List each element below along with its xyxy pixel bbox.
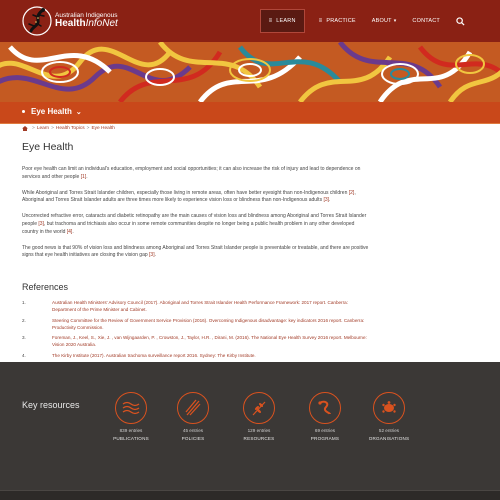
resource-policies[interactable] <box>163 392 223 441</box>
reference-link[interactable]: [3] <box>38 220 44 227</box>
resource-programs[interactable] <box>295 392 355 441</box>
logo-health: Health <box>55 18 86 30</box>
paragraph-text: Poor eye health can limit an individual's education, employment and social opportunities; it can also increase the risk of injury and lead to dependence on services and other people <box>22 166 361 180</box>
search-button[interactable] <box>448 9 472 33</box>
branch-icon <box>243 392 275 424</box>
reference-item <box>22 352 372 359</box>
resource-label: ORGANISATIONS <box>368 436 410 441</box>
reference-citation[interactable]: Foreman, J., Keel, S., Xie, J. , van Wijngaarden, P. , Crowston, J., Taylor, H.R. , Dirani, M. (2016). The National Eye Health Survey 2016 report. Melbourne: Vision 2020 Australia. <box>52 335 367 347</box>
paragraph <box>22 166 370 181</box>
reference-number: 2. <box>22 317 26 323</box>
dot-painting-art <box>0 42 500 102</box>
resource-count: 45 entries <box>182 428 204 433</box>
resource-count: 52 entries <box>378 428 400 433</box>
site-header <box>0 0 500 42</box>
lizard-logo-icon <box>22 4 52 38</box>
logo-line-1: Australian Indigenous <box>55 11 118 19</box>
reference-item <box>22 299 372 313</box>
references-heading: References <box>22 282 69 292</box>
list-icon: ≡ <box>268 18 273 24</box>
reference-number: 1. <box>22 300 26 305</box>
paragraph-text: , but trachoma and trichiasis also occur in some remote communities despite no longer being a public health problem in any other developed country in the world <box>22 220 355 235</box>
page-title: Eye Health <box>22 141 74 153</box>
home-icon[interactable] <box>22 126 28 131</box>
resource-count: 69 entries <box>314 428 336 433</box>
reference-item <box>22 334 372 348</box>
turtle-icon <box>373 392 405 424</box>
paragraph <box>22 190 370 205</box>
reference-citation[interactable]: The Kirby Institute (2017). Australian trachoma surveillance report 2016. Sydney: The Kirby Institute. <box>52 352 256 358</box>
nav-practice-label: PRACTICE <box>326 18 356 24</box>
resource-count: 129 entries <box>247 428 271 433</box>
topic-dropdown[interactable] <box>22 107 82 116</box>
reference-citation[interactable]: Australian Health Ministers' Advisory Council (2017). Aboriginal and Torres Strait Islander Health Performance Framework: 2017 report. Canberra: Department of the Prime Minister and Cabinet. <box>52 300 348 312</box>
reference-link[interactable]: [2] <box>348 189 355 196</box>
nav-learn[interactable] <box>260 9 305 33</box>
main-content <box>22 166 370 268</box>
breadcrumb <box>22 126 115 131</box>
paragraph <box>22 213 370 236</box>
nav-learn-label: LEARN <box>276 18 296 24</box>
chevron-down-icon: ▾ <box>393 18 397 24</box>
topic-bar <box>0 102 500 124</box>
spears-icon <box>177 392 209 424</box>
reference-number: 3. <box>22 335 26 340</box>
waves-icon <box>115 392 147 424</box>
logo-infonet: InfoNet <box>85 18 118 30</box>
snake-icon <box>309 392 341 424</box>
references-list <box>22 299 372 362</box>
breadcrumb-health-topics[interactable]: Health Topics <box>55 126 85 131</box>
search-icon <box>456 17 465 26</box>
nav-about[interactable] <box>364 9 405 33</box>
reference-link[interactable]: [4] <box>66 228 73 235</box>
main-nav <box>260 0 500 42</box>
key-resources-section <box>0 362 500 490</box>
key-resources-heading: Key resources <box>22 400 80 410</box>
resource-count: 839 entries <box>119 428 143 433</box>
reference-citation[interactable]: Steering Committee for the Review of Government Service Provision (2016). Overcoming Indigenous disadvantage: key indicators 2016 report. Canberra: Productivity Commission. <box>52 317 365 330</box>
nav-practice[interactable] <box>311 9 364 33</box>
footer <box>0 490 500 500</box>
paragraph-text: . <box>154 252 156 259</box>
chevron-down-icon: ⌄ <box>75 108 82 116</box>
resource-label: PUBLICATIONS <box>113 436 149 441</box>
logo-text <box>55 13 118 30</box>
paragraph-text: The good news is that 90% of vision loss and blindness among Aboriginal and Torres Strait Islander people is preventable or treatable, and there are positive signs that eye health initiatives are closing the vision gap <box>22 244 369 259</box>
site-logo[interactable] <box>22 4 172 38</box>
nav-contact-label: CONTACT <box>412 18 440 24</box>
paragraph-text: Uncorrected refractive error, cataracts and diabetic retinopathy are the main causes of vision loss and blindness among Aboriginal and Torres Strait Islander people <box>22 213 367 227</box>
paragraph-text: While Aboriginal and Torres Strait Islander children, especially those living in remote areas, often have better eyesight than non-Indigenous children <box>22 189 349 196</box>
nav-contact[interactable] <box>404 9 448 33</box>
banner-artwork <box>0 42 500 102</box>
resource-label: PROGRAMS <box>310 436 340 441</box>
resource-organisations[interactable] <box>359 392 419 441</box>
breadcrumb-separator: > <box>86 126 90 131</box>
paragraph <box>22 245 370 260</box>
paragraph-text: . <box>329 197 331 204</box>
paragraph-text: , Aboriginal and Torres Strait Islander adults are three times more likely to experience vision loss or blindness than non-Indigenous adults <box>22 189 356 204</box>
resource-publications[interactable] <box>101 392 161 441</box>
logo-line-2 <box>55 19 118 29</box>
reference-item <box>22 317 372 331</box>
resource-label: RESOURCES <box>243 436 275 441</box>
topic-label: Eye Health <box>31 107 72 116</box>
bullet-icon <box>22 110 25 113</box>
paragraph-text: . <box>86 173 88 180</box>
breadcrumb-learn[interactable]: Learn <box>36 126 50 131</box>
breadcrumb-separator: > <box>51 126 54 131</box>
list-icon: ≡ <box>318 18 323 24</box>
breadcrumb-separator: > <box>32 126 35 131</box>
resource-resources[interactable] <box>229 392 289 441</box>
resource-label: POLICIES <box>181 436 205 441</box>
nav-about-label: ABOUT <box>371 18 392 24</box>
reference-link[interactable]: [1] <box>80 173 87 180</box>
reference-number: 4. <box>22 352 26 358</box>
reference-link[interactable]: [3] <box>149 252 155 259</box>
paragraph-text: . <box>72 228 74 235</box>
reference-link[interactable]: [3] <box>323 197 330 204</box>
breadcrumb-eye-health[interactable]: Eye Health <box>91 126 115 131</box>
